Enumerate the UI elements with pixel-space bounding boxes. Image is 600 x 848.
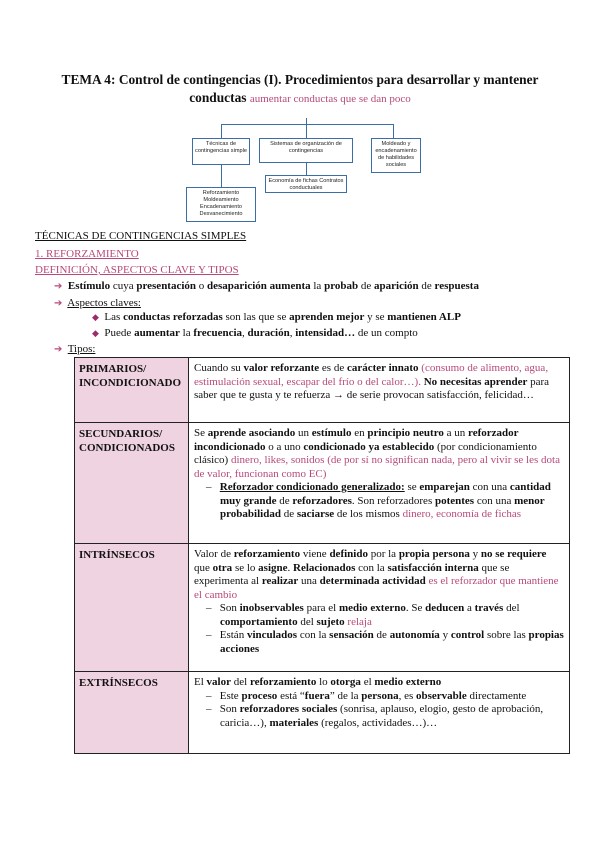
type-label: EXTRÍNSECOS (75, 672, 189, 754)
dash-item: – Son reforzadores sociales (sonrisa, aplauso, elogio, gesto de aprobación, caricia…), materiales (regalos, actividades…)… (206, 703, 544, 729)
type-description: Se aprende asociando un estímulo en principio neutro a un reforzador incondicionado o a uno condicionado ya establecido (por condicionamiento clásico) dinero, likes, sonidos (de por sí no significan nada, pero al vivir se les dota de valor, funcionan como EC) – Reforzador condicionado generalizado: se emparejan con una cantidad muy grande de reforzadores. Son reforzadores potentes con una menor probabilidad de saciarse de los mismos dinero, economía de fichas (189, 423, 570, 544)
type-description: Cuando su valor reforzante es de carácter innato (consumo de alimento, agua, estimulación sexual, escapar del frío o del calor…). No necesitas aprender para saber que te gusta y te refuerza → de serie provocan satisfacción, felicidad… (189, 358, 570, 423)
diamond-icon: ◆ (92, 313, 99, 323)
types-table (74, 357, 570, 754)
aspect-item: ◆ Las conductas reforzadas son las que se aprenden mejor y se mantienen ALP (92, 311, 461, 323)
diamond-icon: ◆ (92, 329, 99, 339)
diagram-box-simple: Técnicas de contingencias simple (192, 138, 250, 165)
type-label: PRIMARIOS/ INCONDICIONADO (75, 358, 189, 423)
aspects-label: ➔ Aspectos claves: (54, 297, 141, 309)
type-description: Valor de reforzamiento viene definido por la propia persona y no se requiere que otra se lo asigne. Relacionados con la satisfacción interna que se experimenta al realizar una determinada actividad es el reforzador que mantiene el cambio – Son inobservables para el medio externo. Se deducen a través del comportamiento del sujeto relaja – Están vinculados con la sensación de autonomía y control sobre las propias acciones (189, 544, 570, 672)
diagram-box-organization: Sistemas de organización de contingencias (259, 138, 353, 163)
diagram-box-shaping: Moldeado y encadenamiento de habilidades sociales (371, 138, 421, 173)
table-row (75, 358, 570, 423)
aspect-item: ◆ Puede aumentar la frecuencia, duración, intensidad… de un compto (92, 327, 418, 339)
section-subheading: DEFINICIÓN, ASPECTOS CLAVE Y TIPOS (35, 264, 239, 276)
title-note: aumentar conductas que se dan poco (249, 93, 411, 105)
arrow-icon: ➔ (54, 281, 63, 292)
section-heading: TÉCNICAS DE CONTINGENCIAS SIMPLES (35, 230, 247, 242)
type-label: SECUNDARIOS/ CONDICIONADOS (75, 423, 189, 544)
dash-item: – Son inobservables para el medio externo. Se deducen a través del comportamiento del sujeto relaja (206, 602, 520, 628)
type-label: INTRÍNSECOS (75, 544, 189, 672)
arrow-icon: ➔ (54, 344, 63, 355)
definition-line: ➔ Estímulo cuya presentación o desaparición aumenta la probab de aparición de respuesta (54, 280, 479, 292)
table-row (75, 423, 570, 544)
dash-item: – Están vinculados con la sensación de autonomía y control sobre las propias acciones (206, 629, 564, 655)
table-row (75, 544, 570, 672)
types-label: ➔ Tipos: (54, 343, 96, 355)
diagram-box-simple-list: Reforzamiento Moldeamiento Encadenamiento Desvanecimiento (186, 187, 256, 222)
table-row (75, 672, 570, 754)
page-title: TEMA 4: Control de contingencias (I). Procedimientos para desarrollar y mantener conductas aumentar conductas que se dan poco (61, 72, 539, 105)
dash-item: – Reforzador condicionado generalizado: se emparejan con una cantidad muy grande de reforzadores. Son reforzadores potentes con una menor probabilidad de saciarse de los mismos dinero, economía de fichas (206, 481, 551, 520)
diagram-box-organization-list: Economía de fichas Contratos conductuales (265, 175, 347, 193)
dash-item: – Este proceso está “fuera” de la persona, es observable directamente (206, 689, 527, 702)
arrow-icon: ➔ (54, 298, 63, 309)
type-description: El valor del reforzamiento lo otorga el medio externo – Este proceso está “fuera” de la persona, es observable directamente – Son reforzadores sociales (sonrisa, aplauso, elogio, gesto de aprobación, caricia…), materiales (regalos, actividades…)… (189, 672, 570, 754)
section-number: 1. REFORZAMIENTO (35, 248, 139, 260)
